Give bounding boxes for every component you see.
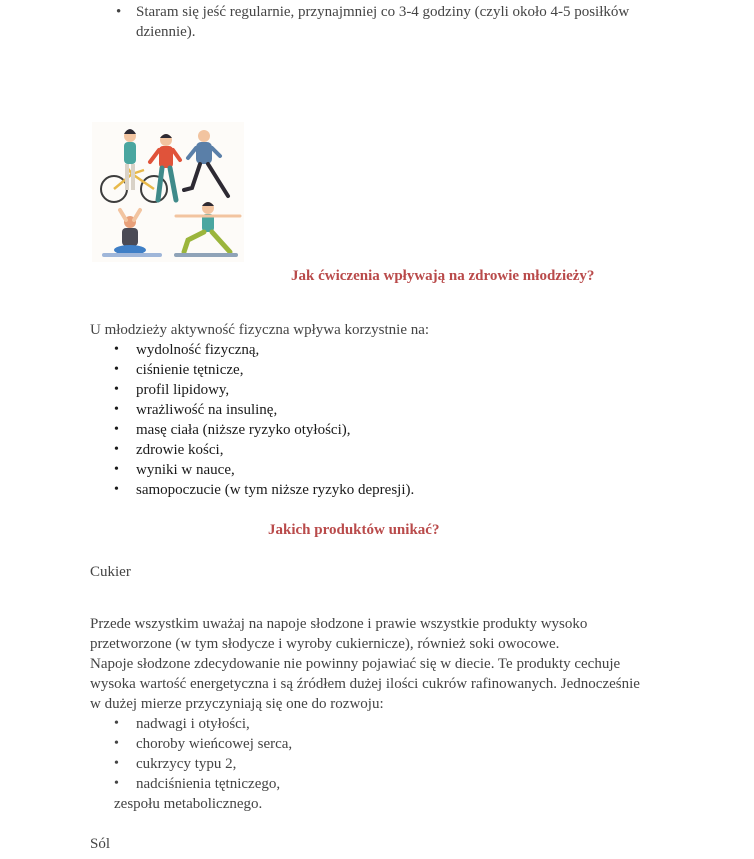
list-item: • cukrzycy typu 2, [114, 754, 292, 774]
list-item: • wyniki w nauce, [114, 460, 414, 480]
benefits-list [114, 340, 414, 500]
list-item: • wydolność fizyczną, [114, 340, 414, 360]
trailing-list-text: zespołu metabolicznego. [114, 796, 263, 812]
subheading-salt: Sól [90, 836, 111, 852]
list-item: • ciśnienie tętnicze, [114, 360, 414, 380]
paragraph-line: przetworzone (w tym słodycze i wyroby cukiernicze), również soki owocowe. [90, 636, 560, 652]
bullet-icon: • [116, 4, 122, 20]
paragraph-line: Napoje słodzone zdecydowanie nie powinny pojawiać się w diecie. Te produkty cechuje [90, 656, 621, 672]
list-item: • profil lipidowy, [114, 380, 414, 400]
diseases-list [114, 714, 292, 794]
list-item: • nadciśnienia tętniczego, [114, 774, 292, 794]
list-item: • wrażliwość na insulinę, [114, 400, 414, 420]
top-bullet-text: Staram się jeść regularnie, przynajmniej co 3-4 godziny (czyli około 4-5 posiłków dziennie). [136, 4, 630, 40]
exercise-illustration [92, 122, 244, 262]
section-heading-exercise: Jak ćwiczenia wpływają na zdrowie młodzieży? [291, 268, 595, 284]
section-intro-text: U młodzieży aktywność fizyczna wpływa korzystnie na: [90, 322, 430, 338]
top-bullet-item [116, 2, 676, 42]
exercise-people-illustration-icon [92, 122, 244, 262]
paragraph-line: Przede wszystkim uważaj na napoje słodzone i prawie wszystkie produkty wysoko [90, 616, 588, 632]
subheading-sugar: Cukier [90, 564, 131, 580]
list-item: • zdrowie kości, [114, 440, 414, 460]
list-item: • choroby wieńcowej serca, [114, 734, 292, 754]
list-item: • masę ciała (niższe ryzyko otyłości), [114, 420, 414, 440]
paragraph-line: wysoka wartość energetyczna i są źródłem dużej ilości cukrów rafinowanych. Jednocześnie [90, 676, 640, 692]
section-heading-avoid: Jakich produktów unikać? [268, 522, 440, 538]
paragraph-line: w dużej mierze przyczyniają się one do rozwoju: [90, 696, 384, 712]
list-item: • samopoczucie (w tym niższe ryzyko depresji). [114, 480, 414, 500]
list-item: • nadwagi i otyłości, [114, 714, 292, 734]
